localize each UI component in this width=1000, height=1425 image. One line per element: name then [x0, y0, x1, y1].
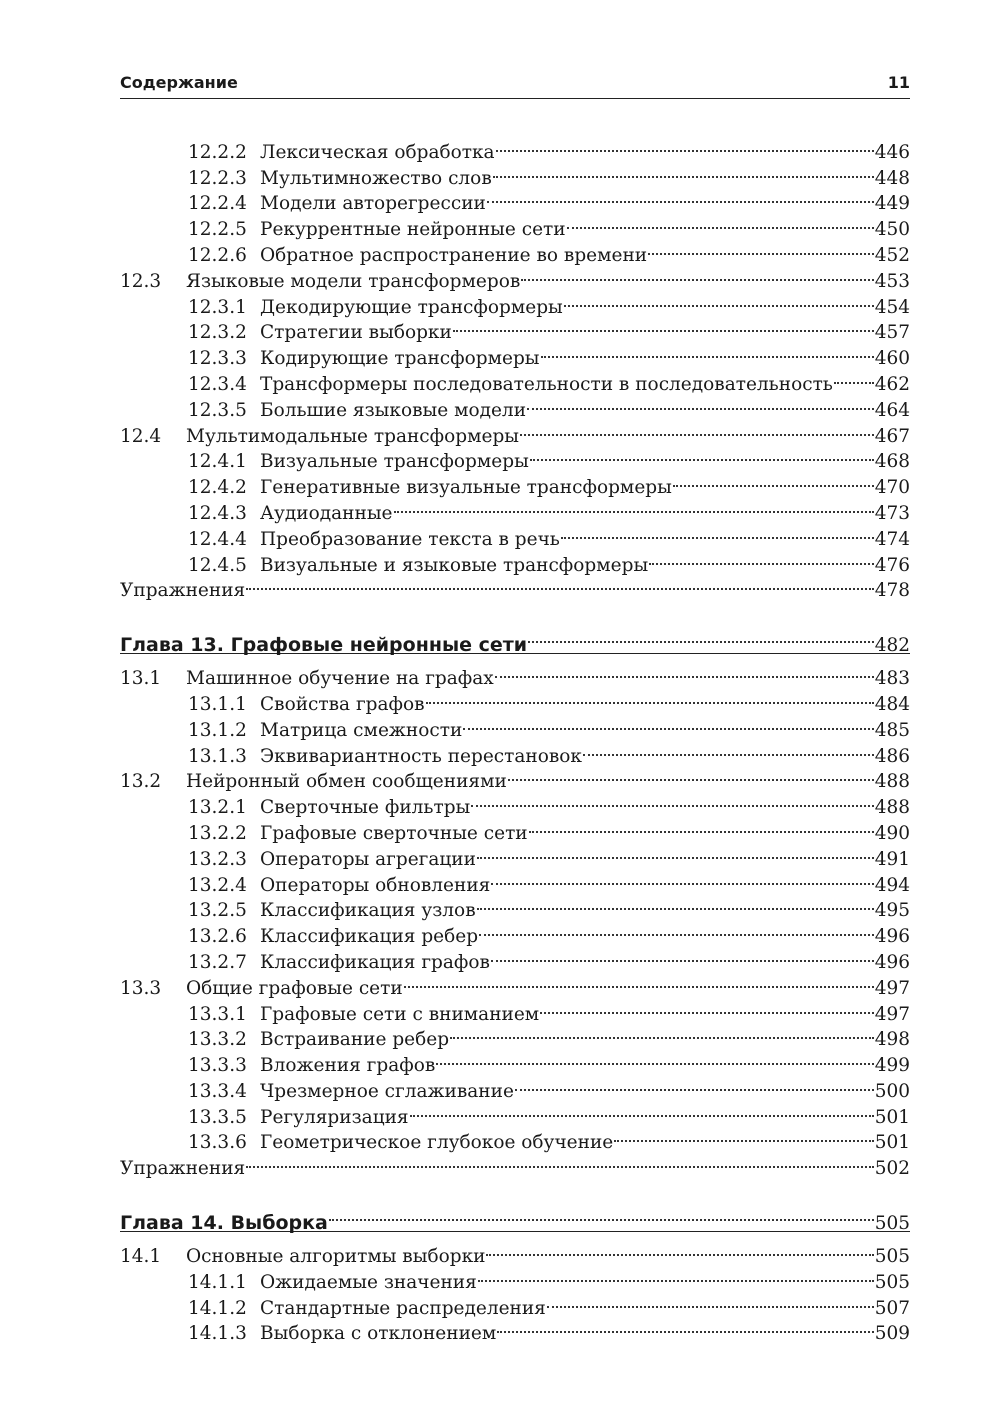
dot-leader [648, 235, 874, 261]
toc-entry-number: 13.1.2 [188, 719, 247, 741]
toc-entry-page: 491 [874, 848, 910, 870]
toc-entry-title: Стандартные распределения [260, 1297, 546, 1319]
toc-entry-number: 12.2.2 [188, 141, 247, 163]
toc-entry-number: 14.1.1 [188, 1271, 247, 1293]
toc-entry-page: 505 [874, 1246, 910, 1268]
toc-entry-page: 496 [874, 951, 910, 973]
toc-entry-title: Глава 14. Выборка [120, 1212, 328, 1235]
toc-entry-title: Машинное обучение на графах [186, 668, 494, 690]
toc-entry-page: 467 [874, 425, 910, 447]
toc-entry-title: Эквивариантность перестановок [260, 745, 582, 767]
dot-leader [426, 684, 874, 710]
toc-entry-page: 505 [874, 1213, 910, 1235]
toc-subsection-entry[interactable] [120, 158, 910, 189]
toc-subsection-entry[interactable] [120, 364, 910, 395]
toc-entry-title: Графовые сети с вниманием [260, 1003, 540, 1025]
toc-entry-title: Геометрическое глубокое обучение [260, 1132, 614, 1154]
toc-entry-title: Преобразование текста в речь [260, 528, 560, 550]
toc-entry-title: Генеративные визуальные трансформеры [260, 477, 672, 499]
toc-entry-title: Нейронный обмен сообщениями [186, 771, 507, 793]
toc-entry-title: Свойства графов [260, 693, 425, 715]
dot-leader [527, 390, 874, 416]
dot-leader [497, 1314, 873, 1340]
dot-leader [547, 1288, 874, 1314]
toc-entry-number: 13.2.7 [188, 951, 247, 973]
dot-leader [649, 545, 874, 571]
dot-leader [515, 1071, 874, 1097]
toc-entry-title: Трансформеры последовательности в последовательность [260, 373, 833, 395]
dot-leader [493, 158, 874, 184]
dot-leader [479, 916, 874, 942]
toc-entry-title: Классификация ребер [260, 926, 479, 948]
toc-subsection-entry[interactable] [120, 813, 910, 844]
toc-entry-number: 13.2.5 [188, 900, 247, 922]
toc-entry-number: 13.1.3 [188, 745, 247, 767]
dot-leader [410, 1097, 874, 1123]
toc-entry-number: 12.3 [120, 270, 162, 292]
dot-leader [530, 442, 874, 468]
toc-entry-title: Кодирующие трансформеры [260, 348, 540, 370]
dot-leader [491, 942, 874, 968]
dot-leader [329, 1199, 874, 1229]
toc-entry-page: 476 [874, 554, 910, 576]
toc-entry-title: Стратегии выборки [260, 322, 452, 344]
toc-entry-page: 505 [874, 1271, 910, 1293]
running-header [120, 66, 910, 99]
dot-leader [564, 287, 874, 313]
toc-entry-page: 482 [874, 635, 910, 657]
toc-entry-page: 488 [874, 797, 910, 819]
toc-subsection-entry[interactable] [120, 1314, 910, 1345]
chapter-heading-block [120, 621, 910, 657]
dot-leader [478, 1262, 874, 1288]
toc-entry-title: Встраивание ребер [260, 1029, 450, 1051]
toc-entry-number: 12.4.5 [188, 554, 247, 576]
toc-entry-title: Общие графовые сети [186, 977, 403, 999]
toc-entry-title: Аудиоданные [260, 502, 393, 524]
toc-subsection-entry[interactable] [120, 313, 910, 344]
dot-leader [496, 132, 874, 158]
toc-subsection-entry[interactable] [120, 736, 910, 767]
toc-entry-page: 462 [874, 373, 910, 395]
toc-entry-page: 448 [874, 167, 910, 189]
dot-leader [487, 184, 874, 210]
toc-entry-page: 501 [874, 1132, 910, 1154]
toc-entry-number: 14.1 [120, 1246, 162, 1268]
dot-leader [508, 762, 874, 788]
toc-entry-title: Мультимножество слов [260, 167, 492, 189]
toc-entry-page: 483 [874, 668, 910, 690]
toc-entry-number: 12.2.5 [188, 219, 247, 241]
dot-leader [528, 621, 874, 651]
toc-entry-number: 13.2.6 [188, 926, 247, 948]
toc-entry-title: Графовые сверточные сети [260, 822, 528, 844]
toc-subsection-entry[interactable] [120, 1071, 910, 1102]
toc-entry-title: Модели авторегрессии [260, 193, 486, 215]
toc-entry-title: Чрезмерное сглаживание [260, 1080, 514, 1102]
toc-entry-title: Обратное распространение во времени [260, 244, 648, 266]
toc-entry-number: 12.2.3 [188, 167, 247, 189]
toc-entry-title: Сверточные фильтры [260, 797, 471, 819]
toc-section-entry[interactable] [120, 261, 910, 292]
toc-entry-title: Рекуррентные нейронные сети [260, 219, 566, 241]
toc-entry-number: 12.3.3 [188, 348, 247, 370]
toc-entry-title: Визуальные и языковые трансформеры [260, 554, 649, 576]
toc-entry-title: Классификация узлов [260, 900, 476, 922]
toc-section-entry[interactable] [120, 658, 910, 690]
toc-entry-title: Лексическая обработка [260, 141, 495, 163]
toc-entry-number: 13.2.2 [188, 822, 247, 844]
toc-entry-page: 488 [874, 771, 910, 793]
toc-entry-page: 497 [874, 1003, 910, 1025]
toc-section-entry[interactable] [120, 1236, 910, 1268]
toc-subsection-entry[interactable] [120, 467, 910, 499]
toc-section-entry[interactable] [120, 416, 910, 447]
toc-subsection-entry[interactable] [120, 891, 910, 922]
toc-entry-page: 470 [874, 477, 910, 499]
toc-subsection-entry[interactable] [120, 493, 910, 524]
toc-entry-number: 13.3.3 [188, 1055, 247, 1077]
toc-entry-page: 460 [874, 348, 910, 370]
toc-entry-number: 12.4.1 [188, 451, 247, 473]
dot-leader [463, 710, 873, 736]
toc-entry-title: Упражнения [120, 580, 246, 602]
toc-chapter-heading[interactable] [120, 1199, 910, 1235]
toc-entry-title: Визуальные трансформеры [260, 451, 529, 473]
toc-entry-page: 490 [874, 822, 910, 844]
dot-leader [567, 209, 874, 235]
toc-entry-title: Языковые модели трансформеров [186, 270, 521, 292]
toc-subsection-entry[interactable] [120, 1262, 910, 1293]
toc-entry-title: Матрица смежности [260, 719, 463, 741]
toc-entry-title: Упражнения [120, 1158, 246, 1180]
toc-entry-page: 494 [874, 874, 910, 896]
toc-entry-page: 501 [874, 1106, 910, 1128]
toc-subsection-entry[interactable] [120, 916, 910, 948]
dot-leader [453, 313, 874, 339]
toc-entry-page: 478 [874, 580, 910, 602]
toc-entry-title: Выборка с отклонением [260, 1323, 497, 1345]
toc-entry-number: 12.3.1 [188, 296, 247, 318]
dot-leader [450, 1020, 874, 1046]
toc-entry-page: 485 [874, 719, 910, 741]
toc-subsection-entry[interactable] [120, 1097, 910, 1128]
toc-entry-title: Основные алгоритмы выборки [186, 1246, 486, 1268]
dot-leader [246, 571, 873, 597]
running-header-title: Содержание [120, 73, 238, 92]
toc-subsection-entry[interactable] [120, 519, 910, 550]
dot-leader [529, 813, 874, 839]
toc-entry-page: 495 [874, 900, 910, 922]
toc-subsection-entry[interactable] [120, 132, 910, 163]
toc-subsection-entry[interactable] [120, 787, 910, 819]
toc-entry-number: 13.3.5 [188, 1106, 247, 1128]
toc-chapter-heading[interactable] [120, 621, 910, 657]
toc-entry-number: 13.3.4 [188, 1080, 247, 1102]
table-of-contents [120, 132, 910, 1345]
toc-entry-number: 13.2 [120, 771, 162, 793]
toc-entry-page: 452 [874, 244, 910, 266]
dot-leader [673, 467, 874, 493]
toc-entry-number: 12.3.4 [188, 373, 247, 395]
dot-leader [583, 736, 874, 762]
dot-leader [541, 338, 874, 364]
toc-subsection-entry[interactable] [120, 865, 910, 896]
toc-entry-number: 14.1.3 [188, 1323, 247, 1345]
toc-entry-page: 473 [874, 502, 910, 524]
toc-subsection-entry[interactable] [120, 545, 910, 576]
toc-entry-number: 12.2.6 [188, 244, 247, 266]
toc-entry-number: 13.3.6 [188, 1132, 247, 1154]
dot-leader [540, 994, 873, 1020]
toc-exercises-entry[interactable] [120, 571, 910, 602]
toc-subsection-entry[interactable] [120, 184, 910, 215]
toc-entry-title: Ожидаемые значения [260, 1271, 477, 1293]
toc-entry-page: 484 [874, 693, 910, 715]
dot-leader [521, 261, 873, 287]
toc-section-entry[interactable] [120, 968, 910, 999]
toc-entry-page: 502 [874, 1158, 910, 1180]
toc-entry-number: 13.3 [120, 977, 162, 999]
toc-subsection-entry[interactable] [120, 1020, 910, 1051]
dot-leader [486, 1236, 873, 1262]
toc-entry-title: Операторы обновления [260, 874, 491, 896]
dot-leader [404, 968, 874, 994]
toc-subsection-entry[interactable] [120, 684, 910, 715]
dot-leader [246, 1148, 873, 1174]
toc-entry-page: 464 [874, 399, 910, 421]
toc-subsection-entry[interactable] [120, 839, 910, 870]
toc-subsection-entry[interactable] [120, 1045, 910, 1077]
toc-entry-number: 13.3.2 [188, 1029, 247, 1051]
toc-entry-number: 12.3.5 [188, 399, 247, 421]
dot-leader [520, 416, 874, 442]
page-number: 11 [887, 73, 910, 92]
toc-subsection-entry[interactable] [120, 390, 910, 421]
toc-entry-page: 496 [874, 926, 910, 948]
toc-entry-number: 13.2.1 [188, 797, 247, 819]
toc-entry-title: Мультимодальные трансформеры [186, 425, 520, 447]
toc-entry-page: 450 [874, 219, 910, 241]
toc-entry-number: 12.2.4 [188, 193, 247, 215]
toc-subsection-entry[interactable] [120, 235, 910, 266]
dot-leader [834, 364, 874, 390]
toc-entry-page: 454 [874, 296, 910, 318]
toc-entry-number: 13.2.3 [188, 848, 247, 870]
toc-entry-title: Операторы агрегации [260, 848, 476, 870]
toc-subsection-entry[interactable] [120, 942, 910, 973]
dot-leader [477, 839, 874, 865]
toc-entry-page: 474 [874, 528, 910, 550]
toc-entry-number: 12.4.3 [188, 502, 247, 524]
dot-leader [471, 787, 873, 813]
toc-subsection-entry[interactable] [120, 287, 910, 318]
dot-leader [561, 519, 874, 545]
dot-leader [491, 865, 873, 891]
toc-entry-page: 453 [874, 270, 910, 292]
toc-entry-page: 457 [874, 322, 910, 344]
toc-subsection-entry[interactable] [120, 442, 910, 473]
toc-entry-title: Вложения графов [260, 1055, 436, 1077]
toc-entry-page: 486 [874, 745, 910, 767]
dot-leader [394, 493, 874, 519]
toc-entry-title: Большие языковые модели [260, 399, 527, 421]
dot-leader [477, 891, 874, 917]
toc-entry-page: 468 [874, 451, 910, 473]
toc-entry-number: 12.4.4 [188, 528, 247, 550]
toc-section-entry[interactable] [120, 762, 910, 793]
toc-subsection-entry[interactable] [120, 994, 910, 1025]
dot-leader [436, 1045, 873, 1071]
toc-subsection-entry[interactable] [120, 710, 910, 741]
toc-subsection-entry[interactable] [120, 209, 910, 241]
toc-entry-title: Глава 13. Графовые нейронные сети [120, 634, 528, 657]
toc-subsection-entry[interactable] [120, 1288, 910, 1319]
toc-entry-page: 449 [874, 193, 910, 215]
dot-leader [614, 1123, 873, 1149]
toc-subsection-entry[interactable] [120, 1123, 910, 1154]
toc-entry-number: 13.1 [120, 668, 162, 690]
toc-entry-page: 507 [874, 1297, 910, 1319]
toc-entry-page: 446 [874, 141, 910, 163]
toc-entry-number: 12.4 [120, 425, 162, 447]
toc-exercises-entry[interactable] [120, 1148, 910, 1180]
toc-entry-page: 498 [874, 1029, 910, 1051]
toc-entry-title: Классификация графов [260, 951, 490, 973]
toc-entry-page: 500 [874, 1080, 910, 1102]
toc-entry-title: Декодирующие трансформеры [260, 296, 563, 318]
toc-entry-number: 12.3.2 [188, 322, 247, 344]
toc-entry-page: 509 [874, 1323, 910, 1345]
chapter-heading-block [120, 1199, 910, 1235]
toc-entry-page: 499 [874, 1055, 910, 1077]
toc-subsection-entry[interactable] [120, 338, 910, 370]
toc-entry-number: 13.2.4 [188, 874, 247, 896]
toc-entry-title: Регуляризация [260, 1106, 409, 1128]
toc-entry-number: 13.3.1 [188, 1003, 247, 1025]
toc-entry-number: 14.1.2 [188, 1297, 247, 1319]
toc-entry-number: 12.4.2 [188, 477, 247, 499]
dot-leader [495, 658, 874, 684]
toc-entry-number: 13.1.1 [188, 693, 247, 715]
toc-entry-page: 497 [874, 977, 910, 999]
